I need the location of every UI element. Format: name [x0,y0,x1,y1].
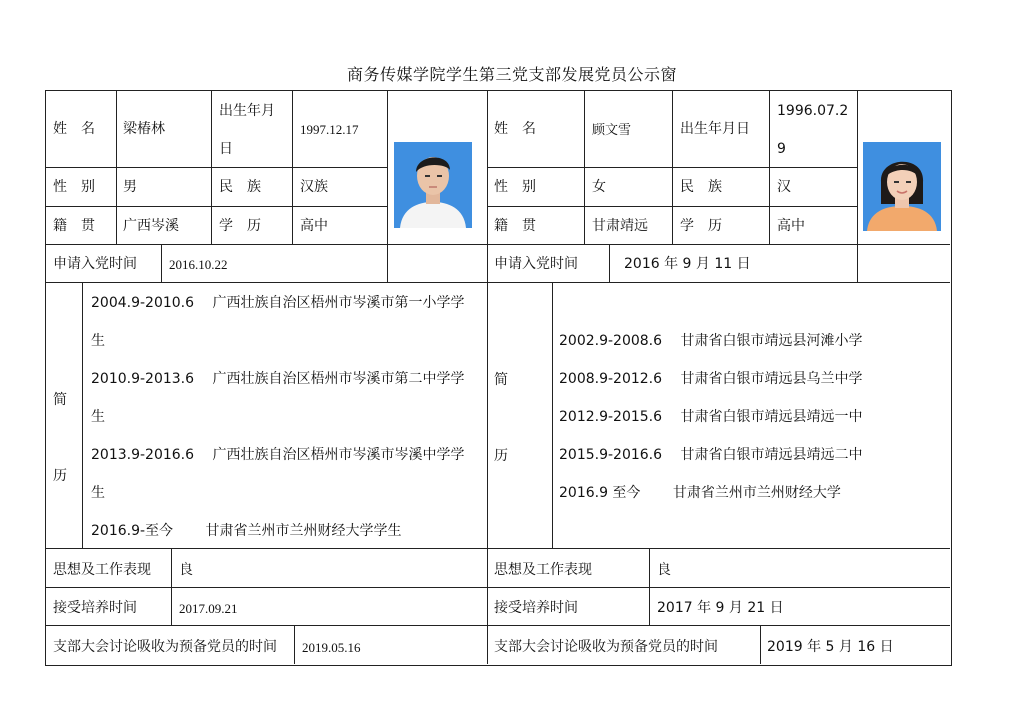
column-line [857,90,858,282]
ethnicity-label: 民 族 [680,179,722,195]
birth-value: 1996.07.2 [777,103,849,119]
portrait-icon [863,142,941,231]
performance-label: 思想及工作表现 [53,562,151,578]
training-time-label: 接受培养时间 [53,600,137,616]
column-line [292,90,293,244]
resume-list [91,284,464,550]
apply-time-value: 2016.10.22 [169,257,228,272]
origin-label: 籍 贯 [53,218,95,234]
column-line [387,90,388,282]
probation-time-value: 2019 年 5 月 16 日 [767,639,894,655]
resume-line: 2013.9-2016.6 广西壮族自治区梧州市岑溪市岑溪中学学 [91,447,465,463]
column-line [294,625,295,664]
resume-line: 2008.9-2012.6 甘肃省白银市靖远县乌兰中学 [559,371,863,387]
probation-time-label: 支部大会讨论吸收为预备党员的时间 [53,639,277,655]
gender-label: 性 别 [53,179,95,195]
apply-time-label: 申请入党时间 [494,256,578,272]
ethnicity-value: 汉 [777,179,791,195]
probation-time-value: 2019.05.16 [302,640,361,655]
column-line [116,90,117,244]
name-label: 姓 名 [53,121,95,137]
column-line [672,90,673,244]
probation-time-label: 支部大会讨论吸收为预备党员的时间 [494,639,718,655]
ethnicity-value: 汉族 [300,179,328,195]
candidate-photo-female [863,142,941,231]
apply-time-value: 2016 年 9 月 11 日 [624,256,751,272]
resume-line: 2015.9-2016.6 甘肃省白银市靖远县靖远二中 [559,447,863,463]
candidate-table [45,90,952,666]
resume-line: 生 [91,409,105,425]
candidate-photo-male [394,142,472,228]
resume-label-2: 历 [53,468,67,484]
column-line [649,548,650,587]
origin-label: 籍 贯 [494,218,536,234]
name-value: 梁椿林 [123,121,165,137]
resume-line: 2016.9-至今 甘肃省兰州市兰州财经大学学生 [91,523,402,539]
column-line [760,625,761,664]
performance-value: 良 [657,562,671,578]
apply-time-label: 申请入党时间 [53,256,137,272]
resume-list [559,322,862,512]
birth-label: 出生年月 [219,103,275,119]
row-line [45,167,387,168]
resume-line: 2002.9-2008.6 甘肃省白银市靖远县河滩小学 [559,333,863,349]
resume-line: 2010.9-2013.6 广西壮族自治区梧州市岑溪市第二中学学 [91,371,465,387]
page-title: 商务传媒学院学生第三党支部发展党员公示窗 [346,65,677,84]
resume-line: 生 [91,333,105,349]
birth-value-cont: 9 [777,141,786,157]
portrait-icon [394,142,472,228]
education-label: 学 历 [680,218,722,234]
name-value: 顾文雪 [592,122,632,137]
column-line [609,244,610,282]
column-line [171,587,172,625]
column-line [552,282,553,548]
resume-line: 2012.9-2015.6 甘肃省白银市靖远县靖远一中 [559,409,863,425]
column-line [171,548,172,587]
birth-label-cont: 日 [219,141,233,157]
origin-value: 广西岑溪 [123,218,179,234]
birth-label: 出生年月日 [680,121,750,137]
row-line [45,587,950,588]
resume-label-2: 历 [494,448,508,464]
birth-value: 1997.12.17 [300,122,359,137]
performance-label: 思想及工作表现 [494,562,592,578]
row-line [45,244,950,245]
column-line [161,244,162,282]
column-line [211,90,212,244]
column-line [584,90,585,244]
row-line [45,206,387,207]
training-time-value: 2017 年 9 月 21 日 [657,600,784,616]
ethnicity-label: 民 族 [219,179,261,195]
column-line [487,90,488,664]
row-line [45,282,950,283]
gender-value: 女 [592,179,606,195]
training-time-value: 2017.09.21 [179,601,238,616]
column-line [769,90,770,244]
name-label: 姓 名 [494,121,536,137]
training-time-label: 接受培养时间 [494,600,578,616]
row-line [45,625,950,626]
origin-value: 甘肃靖远 [592,218,648,234]
performance-value: 良 [179,562,193,578]
gender-value: 男 [123,179,137,195]
gender-label: 性 别 [494,179,536,195]
column-line [649,587,650,625]
resume-line: 生 [91,485,105,501]
education-label: 学 历 [219,218,261,234]
education-value: 高中 [300,218,328,234]
resume-label-1: 简 [494,372,508,388]
column-line [82,282,83,548]
resume-line: 2016.9 至今 甘肃省兰州市兰州财经大学 [559,485,841,501]
resume-label-1: 简 [53,392,67,408]
resume-line: 2004.9-2010.6 广西壮族自治区梧州市岑溪市第一小学学 [91,295,465,311]
education-value: 高中 [777,218,805,234]
